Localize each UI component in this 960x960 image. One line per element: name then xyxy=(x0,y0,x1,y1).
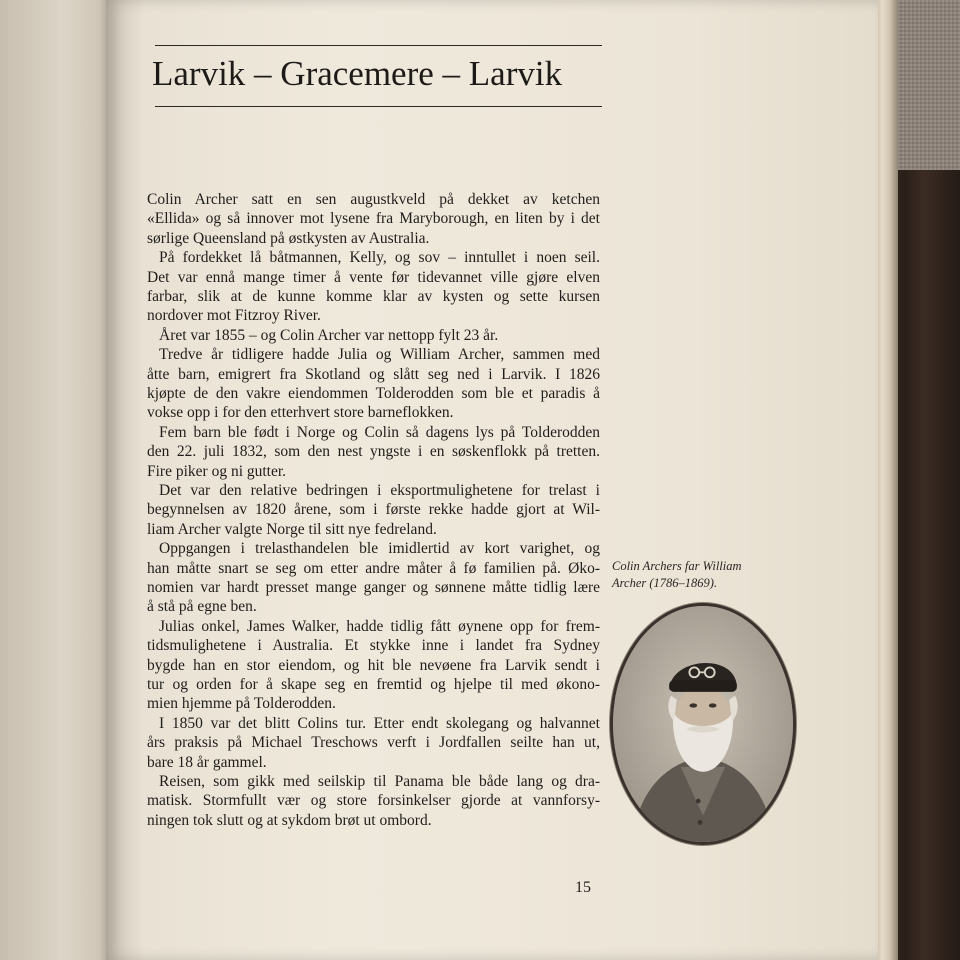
portrait-illustration xyxy=(613,606,793,842)
text-line: bygde han en stor eiendom, og hit ble nevøene fra Larvik sendt i xyxy=(147,656,600,674)
text-line: farbar, slik at de kunne komme klar av kysten og sette kursen xyxy=(147,288,600,305)
text-line: Det var den relative bedringen i eksportmulighetene for trelast i xyxy=(159,482,600,499)
left-page-edge xyxy=(0,0,112,960)
text-line: mien hjemme på Tolderodden. xyxy=(147,695,336,713)
text-line: kjøpte de den vakre eiendommen Tolderodden som ble et paradis å xyxy=(147,385,600,402)
text-line: bare 18 år gammel. xyxy=(147,753,267,771)
text-line: Julias onkel, James Walker, hadde tidlig fått øynene opp for frem- xyxy=(159,617,600,635)
text-line: han måtte snart se seg om etter andre måter å fø familien på. Øko- xyxy=(147,559,600,577)
text-line: Colin Archer satt en sen augustkveld på dekket av ketchen xyxy=(147,191,600,208)
text-line: tur og orden for å skape seg en fremtid og hjelpe til med økono- xyxy=(147,676,600,693)
text-line: liam Archer valgte Norge til sitt nye fedreland. xyxy=(147,520,437,538)
text-line: «Ellida» og så innover mot lysene fra Maryborough, en liten by i det xyxy=(147,210,600,228)
text-line: ningen tok slutt og at sykdom brøt ut ombord. xyxy=(147,811,432,829)
text-line: å stå på egne ben. xyxy=(147,598,257,616)
portrait-image xyxy=(610,603,796,845)
text-line: den 22. juli 1832, som den nest yngste i en søskenflokk på tretten. xyxy=(147,443,600,461)
title-rule-bottom xyxy=(155,106,602,107)
text-line: Året var 1855 – og Colin Archer var nettopp fylt 23 år. xyxy=(159,326,499,344)
page-number: 15 xyxy=(575,879,591,896)
text-line: sørlige Queensland på østkysten av Australia. xyxy=(147,229,430,247)
text-line: Oppgangen i trelasthandelen ble imidlertid av kort varighet, og xyxy=(159,540,600,558)
cloth-background xyxy=(890,0,960,178)
text-line: begynnelsen av 1820 årene, som i første rekke hadde gjort at Wil- xyxy=(147,501,600,519)
text-line: Fire piker og ni gutter. xyxy=(147,462,287,480)
text-line: nordover mot Fitzroy River. xyxy=(147,307,321,325)
text-line: Fem barn ble født i Norge og Colin så dagens lys på Tolderodden xyxy=(159,423,600,441)
text-line: års praksis på Michael Treschows verft i Jordfallen seilte han ut, xyxy=(147,734,600,752)
text-line: På fordekket lå båtmannen, Kelly, og sov – inntullet i noen seil. xyxy=(159,249,600,267)
text-line: nomien var hardt presset mange ganger og sønnene måtte tidlig lære xyxy=(147,579,600,596)
text-line: Det var ennå mange timer å vente før tidevannet ville gjøre elven xyxy=(147,268,600,286)
text-line: tidsmulighetene i Australia. Et stykke inne i landet fra Sydney xyxy=(147,637,600,655)
caption-line: Colin Archers far William xyxy=(612,559,742,573)
caption-line: Archer (1786–1869). xyxy=(612,576,718,590)
portrait-caption xyxy=(612,558,782,592)
title-rule-top xyxy=(155,45,602,46)
text-line: matisk. Stormfullt vær og store forsinkelser gjorde at vannforsy- xyxy=(147,792,600,810)
text-line: Tredve år tidligere hadde Julia og William Archer, sammen med xyxy=(159,346,600,364)
text-line: Reisen, som gikk med seilskip til Panama ble både lang og dra- xyxy=(159,773,600,790)
text-line: åtte barn, emigrert fra Skotland og slått seg ned i Larvik. I 1826 xyxy=(147,365,600,383)
text-line: vokse opp i for den etterhvert store barneflokken. xyxy=(147,404,454,422)
text-line: I 1850 var det blitt Colins tur. Etter endt skolegang og halvannet xyxy=(159,714,600,732)
chapter-title: Larvik – Gracemere – Larvik xyxy=(152,54,563,93)
